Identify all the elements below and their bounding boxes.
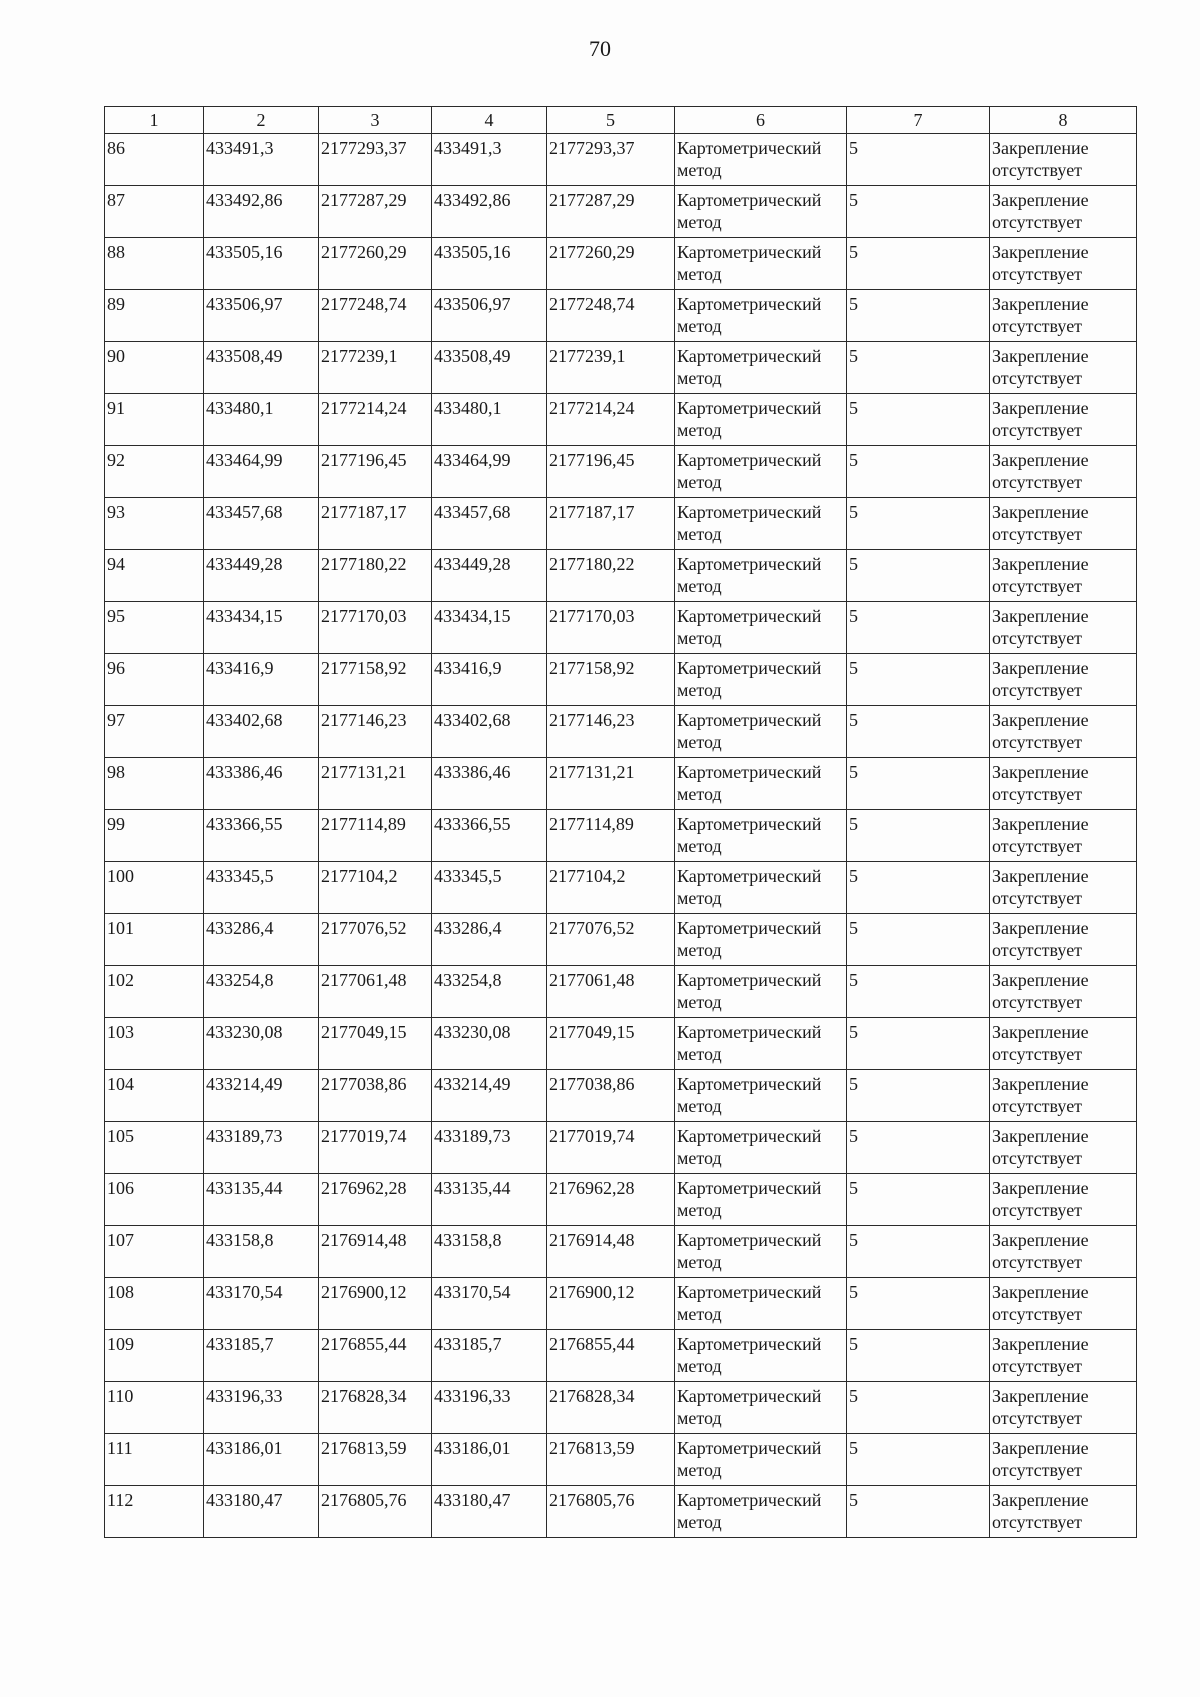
fixation-cell: Закрепление отсутствует xyxy=(990,1226,1137,1278)
y-coordinate-cell: 2176900,12 xyxy=(319,1278,432,1330)
point-number-cell: 104 xyxy=(105,1070,204,1122)
x-coordinate-cell: 433480,1 xyxy=(432,394,547,446)
fixation-cell: Закрепление отсутствует xyxy=(990,498,1137,550)
y-coordinate-cell: 2177187,17 xyxy=(547,498,675,550)
x-coordinate-cell: 433491,3 xyxy=(204,134,319,186)
column-header: 8 xyxy=(990,107,1137,134)
y-coordinate-cell: 2177180,22 xyxy=(319,550,432,602)
accuracy-cell: 5 xyxy=(847,862,990,914)
x-coordinate-cell: 433286,4 xyxy=(204,914,319,966)
x-coordinate-cell: 433254,8 xyxy=(432,966,547,1018)
x-coordinate-cell: 433416,9 xyxy=(204,654,319,706)
table-body xyxy=(105,134,1137,1538)
x-coordinate-cell: 433189,73 xyxy=(204,1122,319,1174)
y-coordinate-cell: 2176962,28 xyxy=(319,1174,432,1226)
coordinates-table-wrapper xyxy=(104,106,1137,1538)
y-coordinate-cell: 2177239,1 xyxy=(319,342,432,394)
x-coordinate-cell: 433492,86 xyxy=(432,186,547,238)
y-coordinate-cell: 2177038,86 xyxy=(547,1070,675,1122)
x-coordinate-cell: 433457,68 xyxy=(204,498,319,550)
y-coordinate-cell: 2177061,48 xyxy=(547,966,675,1018)
y-coordinate-cell: 2177170,03 xyxy=(547,602,675,654)
y-coordinate-cell: 2177248,74 xyxy=(319,290,432,342)
method-cell: Картометрический метод xyxy=(675,706,847,758)
x-coordinate-cell: 433508,49 xyxy=(204,342,319,394)
x-coordinate-cell: 433457,68 xyxy=(432,498,547,550)
y-coordinate-cell: 2177076,52 xyxy=(319,914,432,966)
table-row xyxy=(105,1226,1137,1278)
table-row xyxy=(105,654,1137,706)
y-coordinate-cell: 2177146,23 xyxy=(547,706,675,758)
y-coordinate-cell: 2176855,44 xyxy=(547,1330,675,1382)
table-row xyxy=(105,1122,1137,1174)
table-header-row xyxy=(105,107,1137,134)
method-cell: Картометрический метод xyxy=(675,862,847,914)
y-coordinate-cell: 2176813,59 xyxy=(319,1434,432,1486)
x-coordinate-cell: 433491,3 xyxy=(432,134,547,186)
table-row xyxy=(105,290,1137,342)
table-row xyxy=(105,498,1137,550)
fixation-cell: Закрепление отсутствует xyxy=(990,1434,1137,1486)
y-coordinate-cell: 2176805,76 xyxy=(547,1486,675,1538)
point-number-cell: 88 xyxy=(105,238,204,290)
x-coordinate-cell: 433214,49 xyxy=(204,1070,319,1122)
point-number-cell: 89 xyxy=(105,290,204,342)
y-coordinate-cell: 2177187,17 xyxy=(319,498,432,550)
y-coordinate-cell: 2177061,48 xyxy=(319,966,432,1018)
x-coordinate-cell: 433402,68 xyxy=(432,706,547,758)
point-number-cell: 91 xyxy=(105,394,204,446)
point-number-cell: 107 xyxy=(105,1226,204,1278)
point-number-cell: 103 xyxy=(105,1018,204,1070)
fixation-cell: Закрепление отсутствует xyxy=(990,758,1137,810)
method-cell: Картометрический метод xyxy=(675,1226,847,1278)
table-row xyxy=(105,186,1137,238)
x-coordinate-cell: 433170,54 xyxy=(432,1278,547,1330)
x-coordinate-cell: 433230,08 xyxy=(432,1018,547,1070)
y-coordinate-cell: 2176813,59 xyxy=(547,1434,675,1486)
fixation-cell: Закрепление отсутствует xyxy=(990,394,1137,446)
y-coordinate-cell: 2177170,03 xyxy=(319,602,432,654)
point-number-cell: 90 xyxy=(105,342,204,394)
column-header: 6 xyxy=(675,107,847,134)
table-row xyxy=(105,238,1137,290)
accuracy-cell: 5 xyxy=(847,1486,990,1538)
point-number-cell: 96 xyxy=(105,654,204,706)
y-coordinate-cell: 2177049,15 xyxy=(319,1018,432,1070)
coordinates-table xyxy=(104,106,1137,1538)
table-row xyxy=(105,1278,1137,1330)
x-coordinate-cell: 433464,99 xyxy=(204,446,319,498)
point-number-cell: 87 xyxy=(105,186,204,238)
accuracy-cell: 5 xyxy=(847,810,990,862)
x-coordinate-cell: 433449,28 xyxy=(432,550,547,602)
y-coordinate-cell: 2177248,74 xyxy=(547,290,675,342)
column-header: 5 xyxy=(547,107,675,134)
table-row xyxy=(105,446,1137,498)
fixation-cell: Закрепление отсутствует xyxy=(990,862,1137,914)
accuracy-cell: 5 xyxy=(847,1122,990,1174)
x-coordinate-cell: 433402,68 xyxy=(204,706,319,758)
y-coordinate-cell: 2177239,1 xyxy=(547,342,675,394)
method-cell: Картометрический метод xyxy=(675,290,847,342)
y-coordinate-cell: 2177104,2 xyxy=(319,862,432,914)
accuracy-cell: 5 xyxy=(847,914,990,966)
y-coordinate-cell: 2176900,12 xyxy=(547,1278,675,1330)
y-coordinate-cell: 2177131,21 xyxy=(319,758,432,810)
x-coordinate-cell: 433366,55 xyxy=(432,810,547,862)
point-number-cell: 99 xyxy=(105,810,204,862)
point-number-cell: 92 xyxy=(105,446,204,498)
y-coordinate-cell: 2177049,15 xyxy=(547,1018,675,1070)
accuracy-cell: 5 xyxy=(847,446,990,498)
x-coordinate-cell: 433186,01 xyxy=(204,1434,319,1486)
accuracy-cell: 5 xyxy=(847,394,990,446)
x-coordinate-cell: 433508,49 xyxy=(432,342,547,394)
point-number-cell: 94 xyxy=(105,550,204,602)
x-coordinate-cell: 433186,01 xyxy=(432,1434,547,1486)
point-number-cell: 97 xyxy=(105,706,204,758)
fixation-cell: Закрепление отсутствует xyxy=(990,134,1137,186)
method-cell: Картометрический метод xyxy=(675,1278,847,1330)
page-number: 70 xyxy=(589,36,611,61)
accuracy-cell: 5 xyxy=(847,134,990,186)
method-cell: Картометрический метод xyxy=(675,1486,847,1538)
fixation-cell: Закрепление отсутствует xyxy=(990,1018,1137,1070)
column-header: 2 xyxy=(204,107,319,134)
accuracy-cell: 5 xyxy=(847,1330,990,1382)
accuracy-cell: 5 xyxy=(847,1018,990,1070)
y-coordinate-cell: 2177260,29 xyxy=(547,238,675,290)
y-coordinate-cell: 2177114,89 xyxy=(547,810,675,862)
method-cell: Картометрический метод xyxy=(675,394,847,446)
x-coordinate-cell: 433505,16 xyxy=(432,238,547,290)
method-cell: Картометрический метод xyxy=(675,1434,847,1486)
fixation-cell: Закрепление отсутствует xyxy=(990,706,1137,758)
accuracy-cell: 5 xyxy=(847,758,990,810)
fixation-cell: Закрепление отсутствует xyxy=(990,1122,1137,1174)
table-row xyxy=(105,966,1137,1018)
table-row xyxy=(105,1018,1137,1070)
point-number-cell: 93 xyxy=(105,498,204,550)
x-coordinate-cell: 433505,16 xyxy=(204,238,319,290)
x-coordinate-cell: 433254,8 xyxy=(204,966,319,1018)
x-coordinate-cell: 433449,28 xyxy=(204,550,319,602)
y-coordinate-cell: 2177114,89 xyxy=(319,810,432,862)
fixation-cell: Закрепление отсутствует xyxy=(990,238,1137,290)
x-coordinate-cell: 433158,8 xyxy=(432,1226,547,1278)
column-header: 1 xyxy=(105,107,204,134)
y-coordinate-cell: 2177287,29 xyxy=(547,186,675,238)
table-row xyxy=(105,550,1137,602)
point-number-cell: 111 xyxy=(105,1434,204,1486)
y-coordinate-cell: 2176828,34 xyxy=(547,1382,675,1434)
table-row xyxy=(105,758,1137,810)
y-coordinate-cell: 2176805,76 xyxy=(319,1486,432,1538)
y-coordinate-cell: 2176855,44 xyxy=(319,1330,432,1382)
table-row xyxy=(105,1486,1137,1538)
y-coordinate-cell: 2177214,24 xyxy=(547,394,675,446)
accuracy-cell: 5 xyxy=(847,498,990,550)
point-number-cell: 110 xyxy=(105,1382,204,1434)
y-coordinate-cell: 2177287,29 xyxy=(319,186,432,238)
accuracy-cell: 5 xyxy=(847,654,990,706)
y-coordinate-cell: 2177038,86 xyxy=(319,1070,432,1122)
x-coordinate-cell: 433506,97 xyxy=(204,290,319,342)
accuracy-cell: 5 xyxy=(847,1278,990,1330)
x-coordinate-cell: 433492,86 xyxy=(204,186,319,238)
x-coordinate-cell: 433386,46 xyxy=(204,758,319,810)
accuracy-cell: 5 xyxy=(847,706,990,758)
y-coordinate-cell: 2177131,21 xyxy=(547,758,675,810)
point-number-cell: 95 xyxy=(105,602,204,654)
method-cell: Картометрический метод xyxy=(675,966,847,1018)
x-coordinate-cell: 433434,15 xyxy=(432,602,547,654)
fixation-cell: Закрепление отсутствует xyxy=(990,1330,1137,1382)
y-coordinate-cell: 2176914,48 xyxy=(319,1226,432,1278)
table-row xyxy=(105,1330,1137,1382)
method-cell: Картометрический метод xyxy=(675,446,847,498)
fixation-cell: Закрепление отсутствует xyxy=(990,966,1137,1018)
x-coordinate-cell: 433158,8 xyxy=(204,1226,319,1278)
fixation-cell: Закрепление отсутствует xyxy=(990,446,1137,498)
method-cell: Картометрический метод xyxy=(675,1330,847,1382)
fixation-cell: Закрепление отсутствует xyxy=(990,1278,1137,1330)
method-cell: Картометрический метод xyxy=(675,186,847,238)
y-coordinate-cell: 2176828,34 xyxy=(319,1382,432,1434)
table-row xyxy=(105,134,1137,186)
x-coordinate-cell: 433480,1 xyxy=(204,394,319,446)
x-coordinate-cell: 433464,99 xyxy=(432,446,547,498)
table-row xyxy=(105,1174,1137,1226)
table-row xyxy=(105,1382,1137,1434)
method-cell: Картометрический метод xyxy=(675,914,847,966)
accuracy-cell: 5 xyxy=(847,602,990,654)
point-number-cell: 98 xyxy=(105,758,204,810)
table-row xyxy=(105,602,1137,654)
x-coordinate-cell: 433196,33 xyxy=(204,1382,319,1434)
method-cell: Картометрический метод xyxy=(675,1382,847,1434)
y-coordinate-cell: 2176962,28 xyxy=(547,1174,675,1226)
accuracy-cell: 5 xyxy=(847,1382,990,1434)
fixation-cell: Закрепление отсутствует xyxy=(990,290,1137,342)
table-row xyxy=(105,394,1137,446)
column-header: 3 xyxy=(319,107,432,134)
fixation-cell: Закрепление отсутствует xyxy=(990,914,1137,966)
fixation-cell: Закрепление отсутствует xyxy=(990,186,1137,238)
x-coordinate-cell: 433185,7 xyxy=(432,1330,547,1382)
x-coordinate-cell: 433170,54 xyxy=(204,1278,319,1330)
x-coordinate-cell: 433180,47 xyxy=(204,1486,319,1538)
x-coordinate-cell: 433135,44 xyxy=(204,1174,319,1226)
y-coordinate-cell: 2177293,37 xyxy=(547,134,675,186)
accuracy-cell: 5 xyxy=(847,290,990,342)
method-cell: Картометрический метод xyxy=(675,342,847,394)
x-coordinate-cell: 433366,55 xyxy=(204,810,319,862)
x-coordinate-cell: 433214,49 xyxy=(432,1070,547,1122)
point-number-cell: 109 xyxy=(105,1330,204,1382)
fixation-cell: Закрепление отсутствует xyxy=(990,550,1137,602)
table-row xyxy=(105,914,1137,966)
method-cell: Картометрический метод xyxy=(675,1070,847,1122)
x-coordinate-cell: 433416,9 xyxy=(432,654,547,706)
y-coordinate-cell: 2177104,2 xyxy=(547,862,675,914)
point-number-cell: 86 xyxy=(105,134,204,186)
point-number-cell: 108 xyxy=(105,1278,204,1330)
x-coordinate-cell: 433189,73 xyxy=(432,1122,547,1174)
x-coordinate-cell: 433185,7 xyxy=(204,1330,319,1382)
accuracy-cell: 5 xyxy=(847,1174,990,1226)
y-coordinate-cell: 2177196,45 xyxy=(319,446,432,498)
y-coordinate-cell: 2177158,92 xyxy=(319,654,432,706)
y-coordinate-cell: 2176914,48 xyxy=(547,1226,675,1278)
x-coordinate-cell: 433286,4 xyxy=(432,914,547,966)
y-coordinate-cell: 2177158,92 xyxy=(547,654,675,706)
x-coordinate-cell: 433434,15 xyxy=(204,602,319,654)
method-cell: Картометрический метод xyxy=(675,238,847,290)
y-coordinate-cell: 2177293,37 xyxy=(319,134,432,186)
y-coordinate-cell: 2177260,29 xyxy=(319,238,432,290)
x-coordinate-cell: 433345,5 xyxy=(204,862,319,914)
method-cell: Картометрический метод xyxy=(675,758,847,810)
method-cell: Картометрический метод xyxy=(675,498,847,550)
method-cell: Картометрический метод xyxy=(675,1174,847,1226)
y-coordinate-cell: 2177146,23 xyxy=(319,706,432,758)
method-cell: Картометрический метод xyxy=(675,1122,847,1174)
fixation-cell: Закрепление отсутствует xyxy=(990,602,1137,654)
point-number-cell: 105 xyxy=(105,1122,204,1174)
y-coordinate-cell: 2177019,74 xyxy=(319,1122,432,1174)
fixation-cell: Закрепление отсутствует xyxy=(990,654,1137,706)
fixation-cell: Закрепление отсутствует xyxy=(990,342,1137,394)
method-cell: Картометрический метод xyxy=(675,810,847,862)
table-row xyxy=(105,1434,1137,1486)
x-coordinate-cell: 433345,5 xyxy=(432,862,547,914)
y-coordinate-cell: 2177214,24 xyxy=(319,394,432,446)
accuracy-cell: 5 xyxy=(847,966,990,1018)
y-coordinate-cell: 2177180,22 xyxy=(547,550,675,602)
fixation-cell: Закрепление отсутствует xyxy=(990,1174,1137,1226)
x-coordinate-cell: 433196,33 xyxy=(432,1382,547,1434)
accuracy-cell: 5 xyxy=(847,1226,990,1278)
table-row xyxy=(105,1070,1137,1122)
y-coordinate-cell: 2177019,74 xyxy=(547,1122,675,1174)
method-cell: Картометрический метод xyxy=(675,550,847,602)
method-cell: Картометрический метод xyxy=(675,654,847,706)
accuracy-cell: 5 xyxy=(847,1434,990,1486)
table-row xyxy=(105,706,1137,758)
accuracy-cell: 5 xyxy=(847,342,990,394)
point-number-cell: 101 xyxy=(105,914,204,966)
fixation-cell: Закрепление отсутствует xyxy=(990,810,1137,862)
table-row xyxy=(105,810,1137,862)
column-header: 4 xyxy=(432,107,547,134)
fixation-cell: Закрепление отсутствует xyxy=(990,1070,1137,1122)
x-coordinate-cell: 433230,08 xyxy=(204,1018,319,1070)
fixation-cell: Закрепление отсутствует xyxy=(990,1382,1137,1434)
point-number-cell: 102 xyxy=(105,966,204,1018)
column-header: 7 xyxy=(847,107,990,134)
x-coordinate-cell: 433506,97 xyxy=(432,290,547,342)
point-number-cell: 100 xyxy=(105,862,204,914)
method-cell: Картометрический метод xyxy=(675,134,847,186)
x-coordinate-cell: 433386,46 xyxy=(432,758,547,810)
x-coordinate-cell: 433180,47 xyxy=(432,1486,547,1538)
accuracy-cell: 5 xyxy=(847,238,990,290)
table-row xyxy=(105,862,1137,914)
accuracy-cell: 5 xyxy=(847,186,990,238)
table-row xyxy=(105,342,1137,394)
x-coordinate-cell: 433135,44 xyxy=(432,1174,547,1226)
accuracy-cell: 5 xyxy=(847,1070,990,1122)
method-cell: Картометрический метод xyxy=(675,602,847,654)
point-number-cell: 106 xyxy=(105,1174,204,1226)
point-number-cell: 112 xyxy=(105,1486,204,1538)
y-coordinate-cell: 2177076,52 xyxy=(547,914,675,966)
y-coordinate-cell: 2177196,45 xyxy=(547,446,675,498)
fixation-cell: Закрепление отсутствует xyxy=(990,1486,1137,1538)
accuracy-cell: 5 xyxy=(847,550,990,602)
method-cell: Картометрический метод xyxy=(675,1018,847,1070)
